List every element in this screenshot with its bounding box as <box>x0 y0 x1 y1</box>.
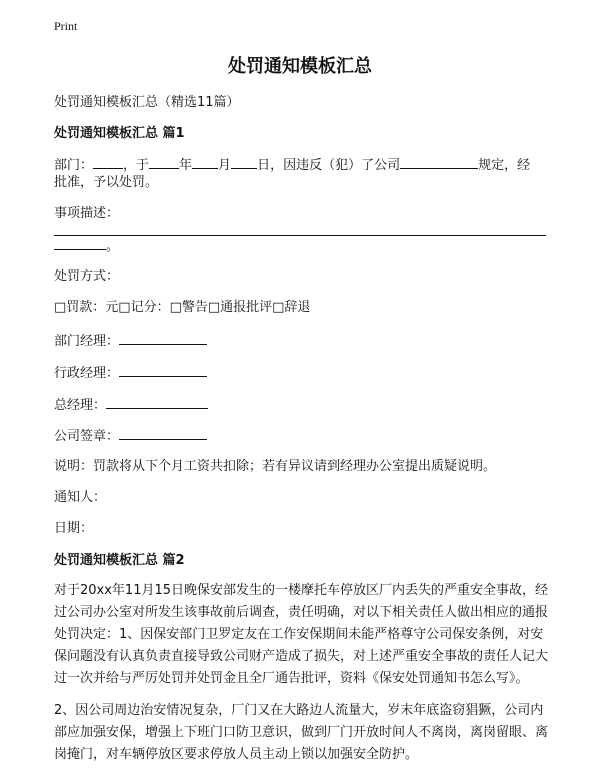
general-manager-label: 总经理： <box>54 398 107 413</box>
dept-label: 部门： <box>54 158 94 173</box>
company-seal-label: 公司签章： <box>54 429 120 444</box>
dept-text-e: 日，因违反（犯）了公司 <box>257 158 401 173</box>
matter-end-line <box>54 235 554 258</box>
admin-manager-line <box>54 362 554 385</box>
date-label: 日期： <box>54 521 94 536</box>
matter-end: 。 <box>106 239 120 254</box>
dept-manager-line <box>54 330 554 353</box>
method-label: 处罚方式： <box>54 269 120 284</box>
month-blank <box>192 154 218 169</box>
section2-paragraph-1: 对于20xx年11月15日晚保安部发生的一楼摩托车停放区厂内丢失的严重安全事故，经过公司办公室对所发生该事故前后调查，责任明确，对以下相关责任人做出相应的通报处罚决定：1、因保安部门卫罗定友在工作安保期间未能严格尊守公司保安条例，对安保问题没有认真负责直接导致公司财产造成了损失，对上述严重安全事故的责任人记大过一次并给与严厉处罚并处罚金且全厂通告批评，资料《保安处罚通知书怎么写》。 <box>54 583 549 686</box>
year-blank <box>149 154 179 169</box>
day-blank <box>231 154 257 169</box>
matter-label: 事项描述： <box>54 206 120 221</box>
matter-blank <box>54 235 106 250</box>
section2-paragraph-2: 2、因公司周边治安情况复杂，厂门又在大路边人流量大，岁末年底盗窃猖獗，公司内部应加强安保，增强上下班门口防卫意识，做到厂门开放时间人不离岗，离岗留眼、离岗掩门，对车辆停放区要求停放人员主动上锁以加强安全防护。 <box>54 703 549 762</box>
dept-manager-blank <box>119 330 207 345</box>
dept-manager-label: 部门经理： <box>54 334 120 349</box>
note: 说明：罚款将从下个月工资共扣除；若有异议请到经理办公室提出质疑说明。 <box>54 459 497 474</box>
page-title: 处罚通知模板汇总 <box>228 56 372 77</box>
section2-heading: 处罚通知模板汇总 篇2 <box>54 553 185 568</box>
dept-blank <box>93 154 123 169</box>
dept-text-c: 年 <box>179 158 193 173</box>
admin-manager-label: 行政经理： <box>54 366 120 381</box>
section1-heading: 处罚通知模板汇总 篇1 <box>54 126 185 141</box>
regulation-blank <box>400 154 478 169</box>
admin-manager-blank <box>119 362 207 377</box>
dept-text-f: 规定，经 <box>478 158 531 173</box>
notifier: 通知人： <box>54 490 107 505</box>
company-seal-line <box>54 425 554 448</box>
general-manager-line <box>54 394 554 417</box>
print-label[interactable]: Print <box>54 19 78 33</box>
dept-text-d: 月 <box>218 158 232 173</box>
general-manager-blank <box>106 394 208 409</box>
company-seal-blank <box>119 425 207 440</box>
dept-text-b: ，于 <box>123 158 150 173</box>
subtitle: 处罚通知模板汇总（精选11篇） <box>54 95 240 110</box>
approval-line: 批准，予以处罚。 <box>54 175 159 190</box>
penalty-options: □罚款：元□记分：□警告□通报批评□辞退 <box>54 300 311 315</box>
